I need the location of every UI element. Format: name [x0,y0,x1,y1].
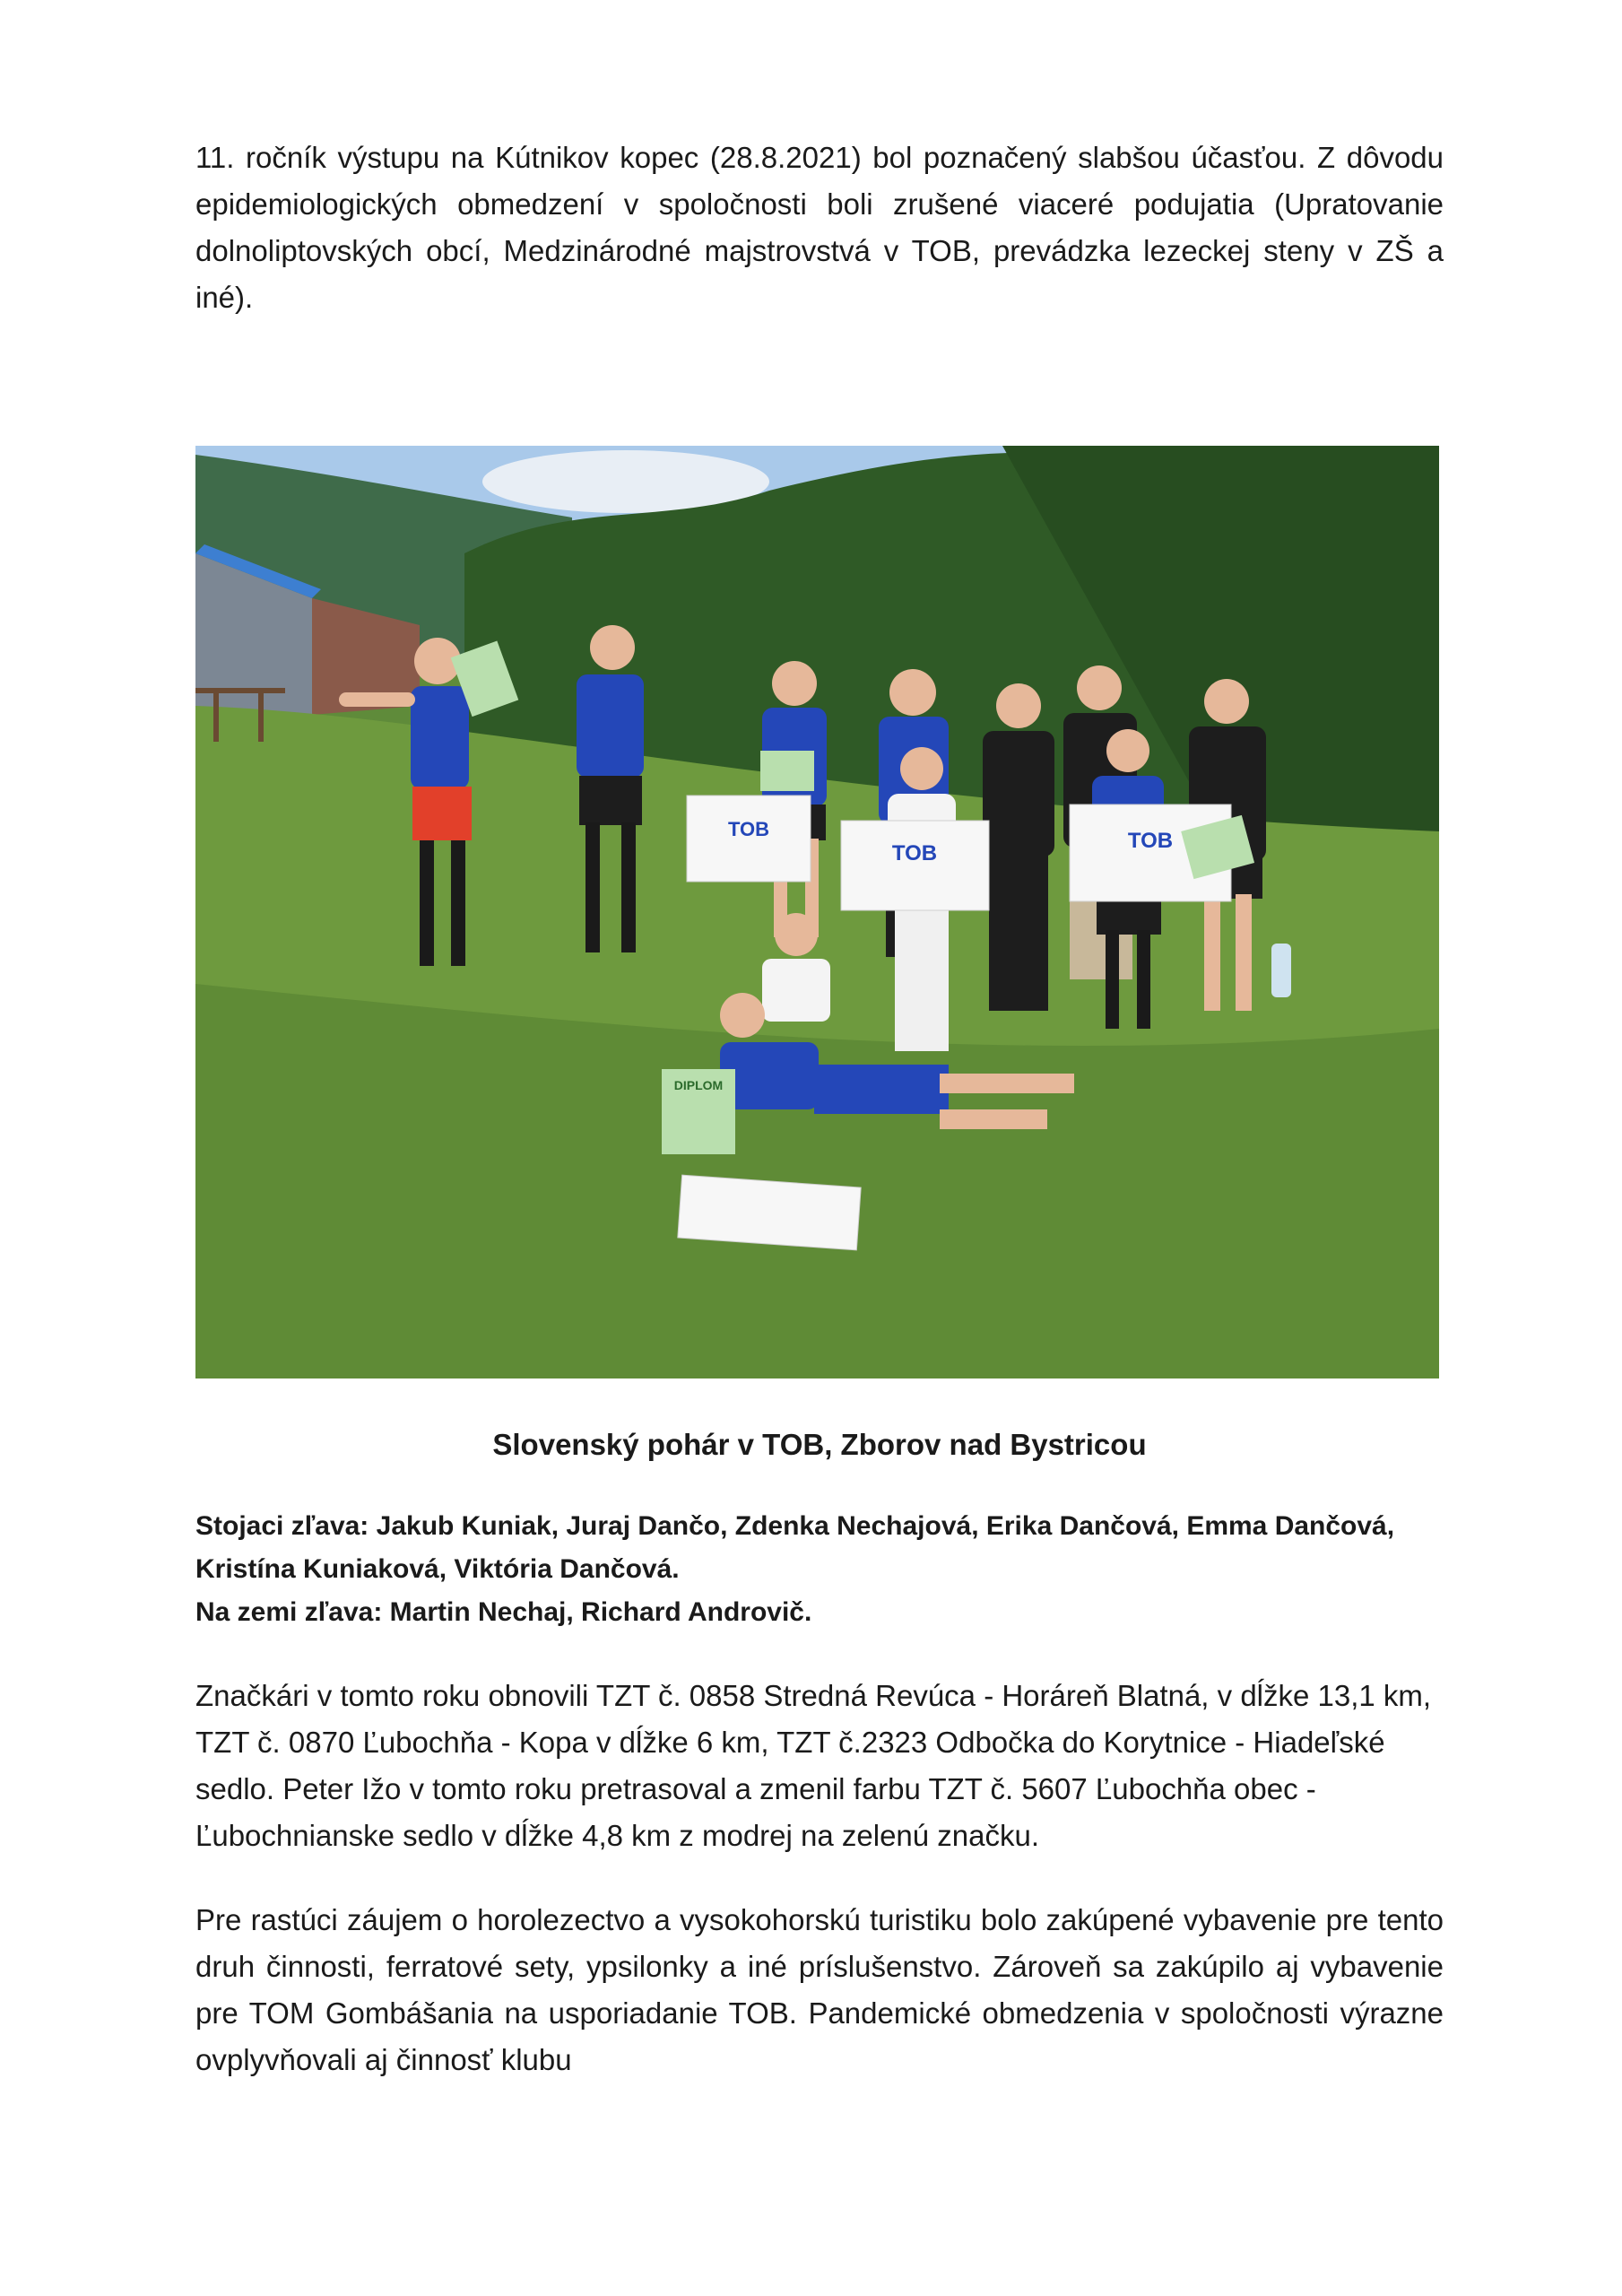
svg-text:TOB: TOB [891,841,938,865]
person-kristina [983,683,1054,1011]
caption-ground: Na zemi zľava: Martin Nechaj, Richard Androvič. [195,1597,812,1627]
svg-text:TOB: TOB [727,818,770,840]
diploma-2 [760,751,814,791]
group-photo-illustration [195,446,1439,1378]
banner-center [841,821,989,910]
photo-caption-title: Slovenský pohár v TOB, Zborov nad Bystricou [492,1428,1147,1461]
svg-text:DIPLOM: DIPLOM [673,1078,724,1092]
diploma-ground [662,1069,735,1154]
markings-paragraph: Značkári v tomto roku obnovili TZT č. 0858 Stredná Revúca - Horáreň Blatná, v dĺžke 13,1 km, TZT č. 0870 Ľubochňa - Kopa v dĺžke 6 km, TZT č.2323 Odbočka do Korytnice - Hiadeľské sedlo. Peter Ižo v tomto roku pretrasoval a zmenil farbu TZT č. 5607 Ľubochňa obec - Ľubochnianske sedlo v dĺžke 4,8 km z modrej na zelenú značku. [195,1679,1432,1852]
group-photo [195,446,1439,1378]
intro-paragraph: 11. ročník výstupu na Kútnikov kopec (28.8.2021) bol poznačený slabšou účasťou. Z dôvodu epidemiologických obmedzení v spoločnosti boli zrušené viaceré podujatia (Upratovanie dolnoliptovských obcí, Medzinárodné majstrovstvá v TOB, prevádzka lezeckej steny v ZŠ a iné). [195,141,1444,314]
banner-left [687,796,811,882]
banner-ground [678,1175,861,1250]
photo-caption-people [195,1505,1444,1634]
water-bottle [1271,944,1291,997]
equipment-paragraph: Pre rastúci záujem o horolezectvo a vysokohorskú turistiku bolo zakúpené vybavenie pre tento druh činnosti, ferratové sety, ypsilonky a iné príslušenstvo. Zároveň sa zakúpilo aj vybavenie pre TOM Gombášania na usporiadanie TOB. Pandemické obmedzenia v spoločnosti výrazne ovplyvňovali aj činnosť klubu [195,1903,1444,2076]
caption-standing: Stojaci zľava: Jakub Kuniak, Juraj Dančo, Zdenka Nechajová, Erika Dančová, Emma Dančová, Kristína Kuniaková, Viktória Dančová. [195,1511,1395,1584]
svg-text:TOB: TOB [1127,829,1174,853]
